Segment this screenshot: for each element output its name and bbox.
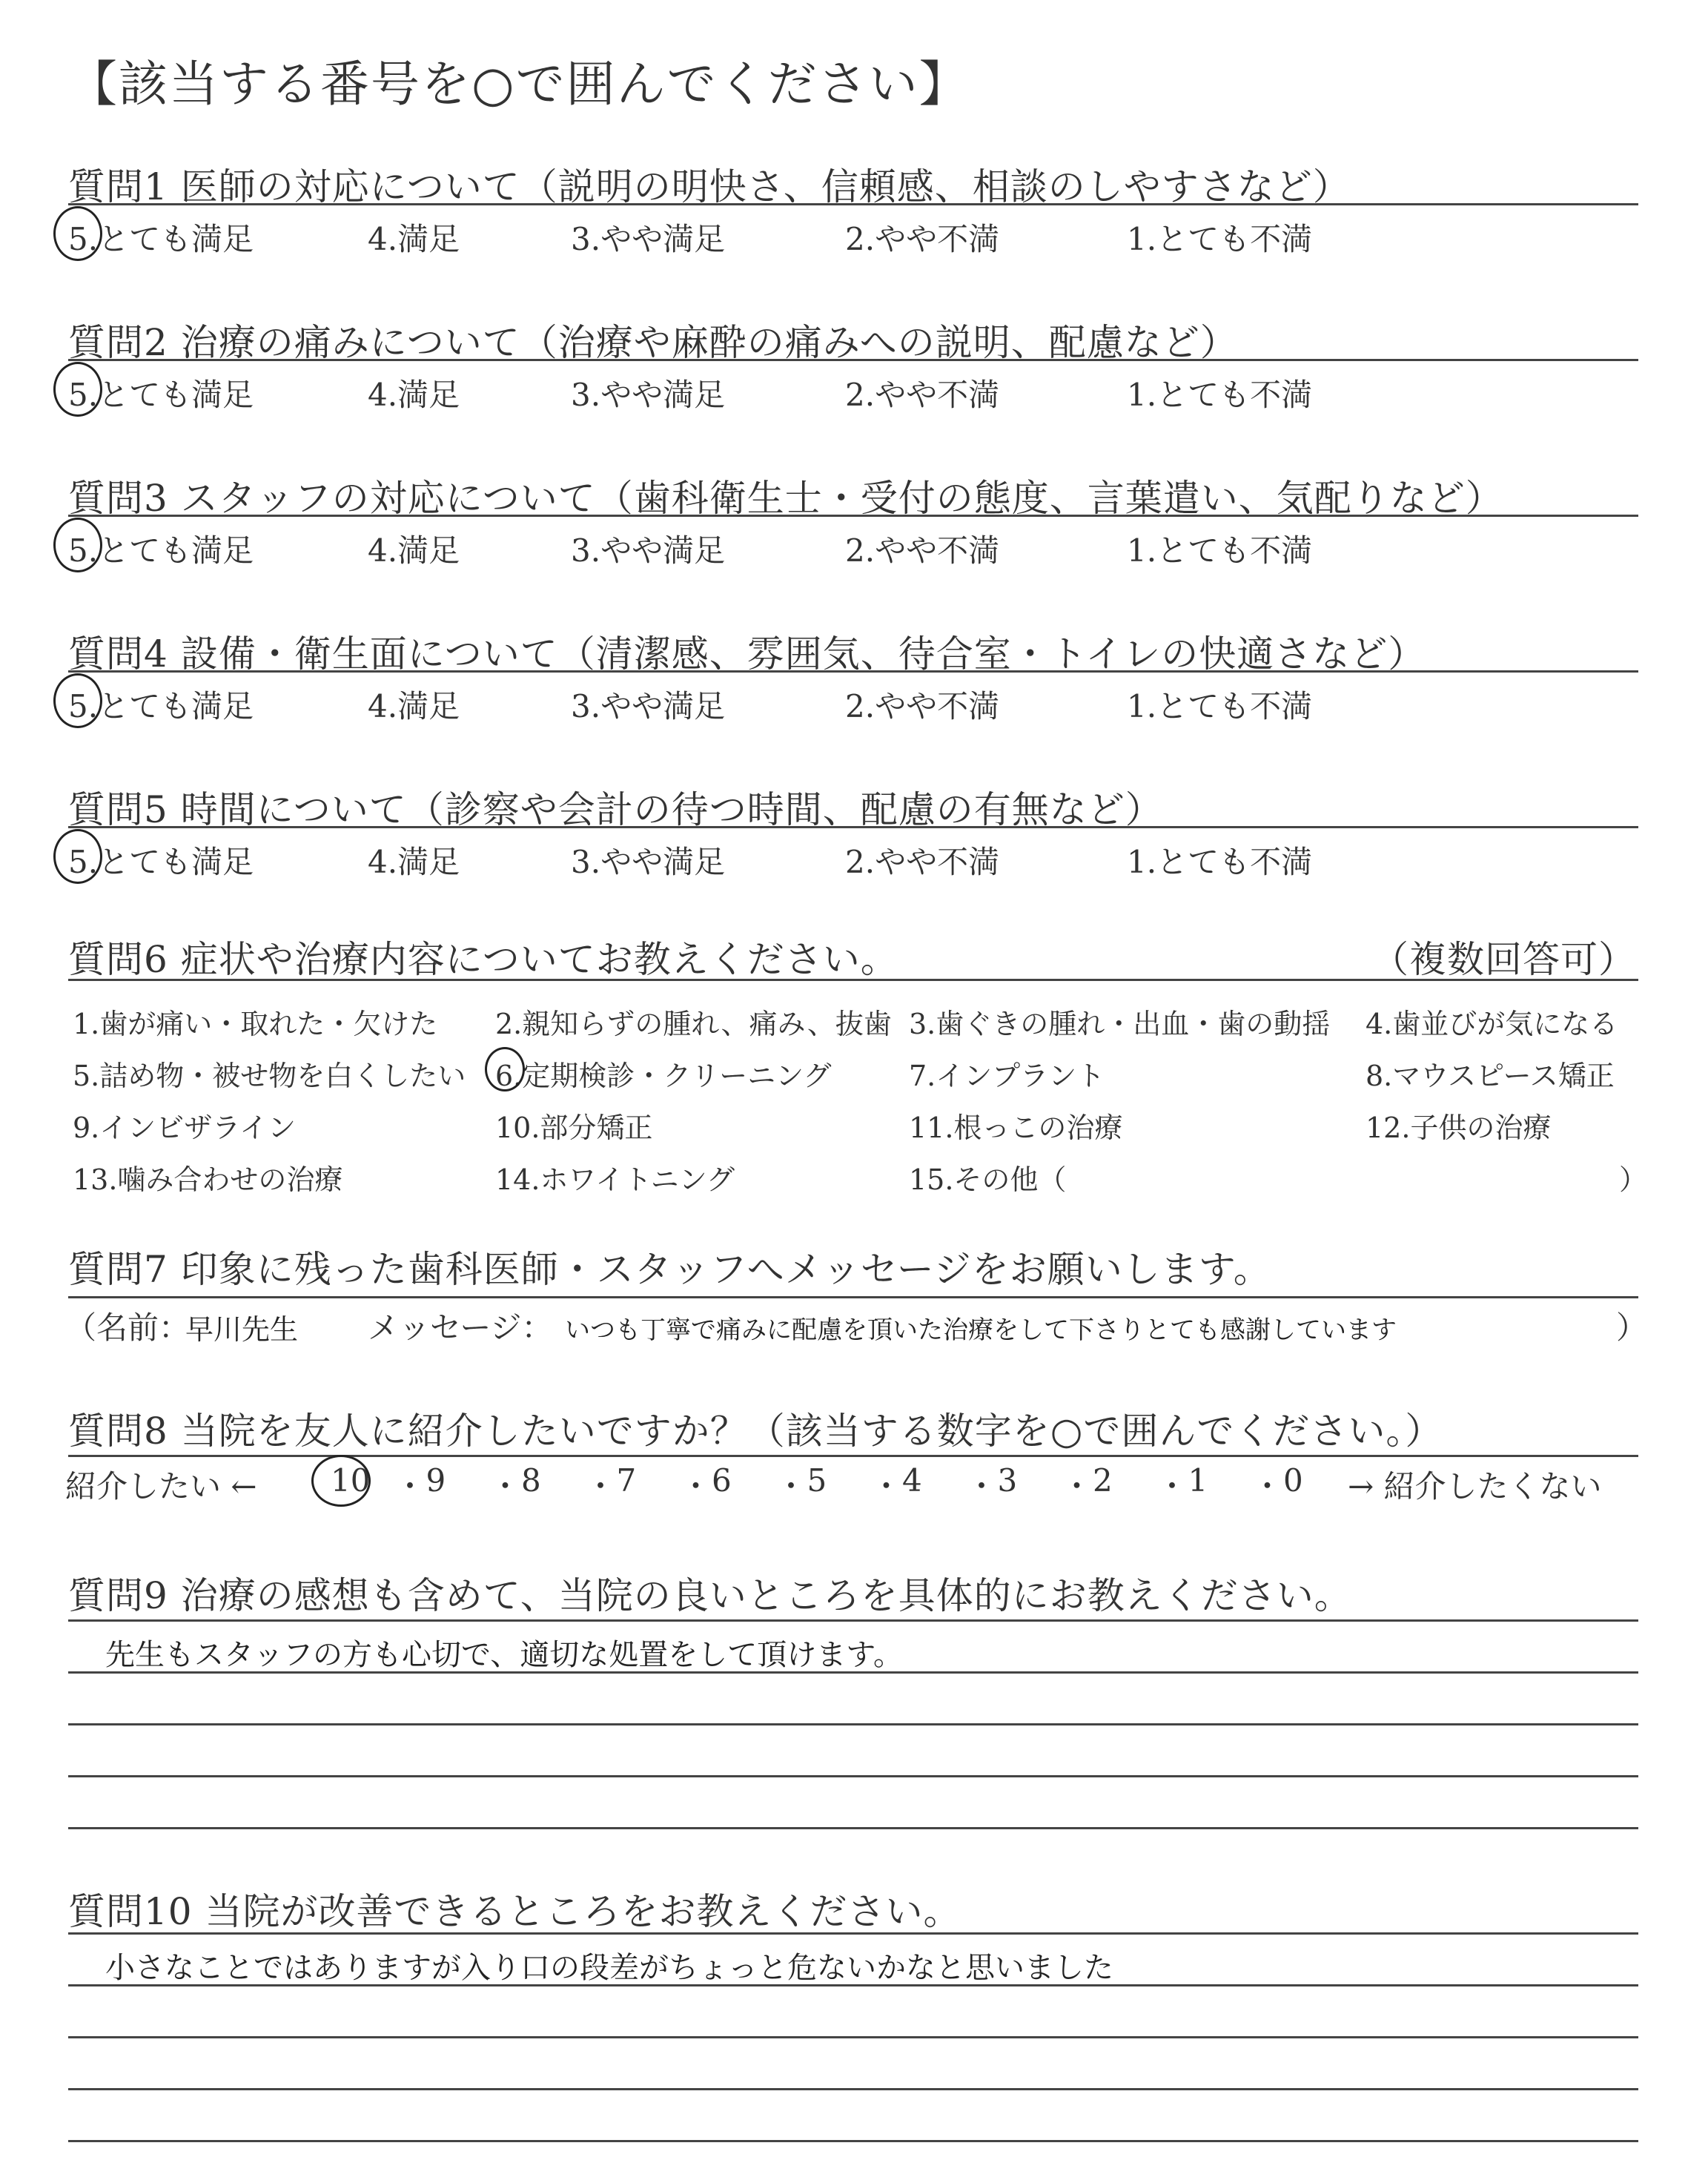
q3-title: 質問3 スタッフの対応について（歯科衛生士・受付の態度、言葉遣い、気配りなど） [68,477,1503,520]
q6-option-5[interactable]: 5.詰め物・被せ物を白くしたい [73,1060,466,1092]
q8-rule [68,1455,1638,1457]
q1-option-1[interactable]: 1.とても不満 [1127,221,1313,257]
q7-name-label: （名前： [65,1309,191,1346]
q9-rule-0 [68,1619,1638,1622]
q9-rule-1 [68,1671,1638,1674]
q8-scale-9[interactable]: 9 [426,1462,446,1499]
q2-option-4[interactable]: 4.満足 [368,377,460,413]
q6-option-7[interactable]: 7.インプラント [909,1060,1105,1092]
q7-rule [68,1296,1638,1298]
q6-selected-circle [485,1047,525,1091]
q9-rule-3 [68,1775,1638,1777]
q2-rule [68,359,1638,361]
q8-selected-circle [311,1455,371,1507]
q3-selected-circle [53,518,102,572]
q6-option-13[interactable]: 13.噛み合わせの治療 [73,1163,343,1196]
q8-scale-2[interactable]: 2 [1093,1462,1113,1499]
q6-note: （複数回答可） [1371,938,1636,981]
q3-option-5[interactable]: 5.とても満足 [68,532,254,569]
q8-scale-5[interactable]: 5 [807,1462,827,1499]
q6-option-15[interactable]: 15.その他（ [909,1163,1067,1196]
q5-option-4[interactable]: 4.満足 [368,844,460,880]
q6-option-3[interactable]: 3.歯ぐきの腫れ・出血・歯の動揺 [909,1008,1331,1040]
q8-scale-separator: ・ [394,1468,426,1505]
q3-option-4[interactable]: 4.満足 [368,532,460,569]
q1-rule [68,203,1638,205]
q8-scale-10[interactable]: 10 [331,1462,371,1499]
q1-option-2[interactable]: 2.やや不満 [845,221,1000,257]
q8-scale-separator: ・ [680,1468,712,1505]
q8-scale-3[interactable]: 3 [997,1462,1018,1499]
q8-scale-0[interactable]: 0 [1283,1462,1303,1499]
q8-title: 質問8 当院を友人に紹介したいですか？（該当する数字を○で囲んでください。） [68,1410,1443,1453]
q8-scale-8[interactable]: 8 [521,1462,541,1499]
q5-option-5[interactable]: 5.とても満足 [68,844,254,880]
q2-option-5[interactable]: 5.とても満足 [68,377,254,413]
q4-option-1[interactable]: 1.とても不満 [1127,688,1313,724]
q10-title: 質問10 当院が改善できるところをお教えください。 [68,1890,961,1933]
q8-scale-separator: ・ [1061,1468,1093,1505]
q6-option-11[interactable]: 11.根っこの治療 [909,1112,1123,1144]
q5-option-1[interactable]: 1.とても不満 [1127,844,1313,880]
q7-message-value[interactable]: いつも丁寧で痛みに配慮を頂いた治療をして下さりとても感謝しています [565,1315,1397,1345]
q2-option-3[interactable]: 3.やや満足 [571,377,726,413]
q6-title: 質問6 症状や治療内容についてお教えください。 [68,938,898,981]
q10-rule-3 [68,2088,1638,2090]
q8-scale-separator: ・ [870,1468,902,1505]
q5-option-2[interactable]: 2.やや不満 [845,844,1000,880]
q8-scale-1[interactable]: 1 [1188,1462,1208,1499]
q8-scale-7[interactable]: 7 [616,1462,637,1499]
q8-scale-separator: ・ [489,1468,521,1505]
q1-title: 質問1 医師の対応について（説明の明快さ、信頼感、相談のしやすさなど） [68,165,1351,208]
q6-option-6[interactable]: 6.定期検診・クリーニング [495,1060,832,1092]
page-header: 【該当する番号を○で囲んでください】 [68,56,970,113]
q6-option-10[interactable]: 10.部分矯正 [495,1112,653,1144]
q5-rule [68,826,1638,828]
q7-title: 質問7 印象に残った歯科医師・スタッフへメッセージをお願いします。 [68,1248,1271,1291]
q6-rule [68,979,1638,981]
q8-scale-separator: ・ [1251,1468,1283,1505]
q8-scale-4[interactable]: 4 [902,1462,922,1499]
q4-title: 質問4 設備・衛生面について（清潔感、雰囲気、待合室・トイレの快適さなど） [68,633,1426,676]
q5-option-3[interactable]: 3.やや満足 [571,844,726,880]
q9-rule-2 [68,1723,1638,1725]
q2-option-1[interactable]: 1.とても不満 [1127,377,1313,413]
q8-scale-separator: ・ [966,1468,998,1505]
q8-scale-separator: ・ [585,1468,617,1505]
q6-option-1[interactable]: 1.歯が痛い・取れた・欠けた [73,1008,438,1040]
q8-scale-separator: ・ [1156,1468,1188,1505]
q10-rule-4 [68,2140,1638,2142]
q6-option-9[interactable]: 9.インビザライン [73,1112,297,1144]
q4-option-3[interactable]: 3.やや満足 [571,688,726,724]
q6-option-12[interactable]: 12.子供の治療 [1366,1112,1552,1144]
q1-option-5[interactable]: 5.とても満足 [68,221,254,257]
q1-option-3[interactable]: 3.やや満足 [571,221,726,257]
q6-option-2[interactable]: 2.親知らずの腫れ、痛み、抜歯 [495,1008,892,1040]
q2-title: 質問2 治療の痛みについて（治療や麻酔の痛みへの説明、配慮など） [68,321,1238,364]
q1-option-4[interactable]: 4.満足 [368,221,460,257]
q1-selected-circle [53,206,102,261]
q5-selected-circle [53,829,102,884]
q3-option-2[interactable]: 2.やや不満 [845,532,1000,569]
q3-option-3[interactable]: 3.やや満足 [571,532,726,569]
q9-title: 質問9 治療の感想も含めて、当院の良いところを具体的にお教えください。 [68,1574,1352,1617]
q3-option-1[interactable]: 1.とても不満 [1127,532,1313,569]
q3-rule [68,515,1638,517]
q6-option-14[interactable]: 14.ホワイトニング [495,1163,735,1196]
q10-rule-0 [68,1932,1638,1935]
q4-rule [68,670,1638,673]
q7-name-value[interactable]: 早川先生 [185,1313,299,1346]
q8-right-label: → 紹介したくない [1348,1468,1602,1505]
q2-selected-circle [53,362,102,417]
q9-rule-4 [68,1827,1638,1829]
q8-left-label: 紹介したい ← [65,1468,257,1505]
q5-title: 質問5 時間について（診察や会計の待つ時間、配慮の有無など） [68,788,1163,831]
q10-rule-1 [68,1984,1638,1986]
q7-message-label: メッセージ： [368,1309,553,1346]
q8-scale-6[interactable]: 6 [712,1462,732,1499]
q4-option-4[interactable]: 4.満足 [368,688,460,724]
q4-option-5[interactable]: 5.とても満足 [68,688,254,724]
q4-option-2[interactable]: 2.やや不満 [845,688,1000,724]
q2-option-2[interactable]: 2.やや不満 [845,377,1000,413]
q10-rule-2 [68,2036,1638,2038]
q9-answer[interactable]: 先生もスタッフの方も心切で、適切な処置をして頂けます。 [105,1638,903,1672]
q4-selected-circle [53,673,102,728]
q6-option-8[interactable]: 8.マウスピース矯正 [1366,1060,1615,1092]
q6-other-close: ） [1619,1163,1648,1196]
q8-scale-separator: ・ [775,1468,807,1505]
q6-option-4[interactable]: 4.歯並びが気になる [1366,1008,1618,1040]
q7-close: ） [1616,1309,1648,1346]
q10-answer[interactable]: 小さなことではありますが入り口の段差がちょっと危ないかなと思いました [105,1951,1113,1985]
